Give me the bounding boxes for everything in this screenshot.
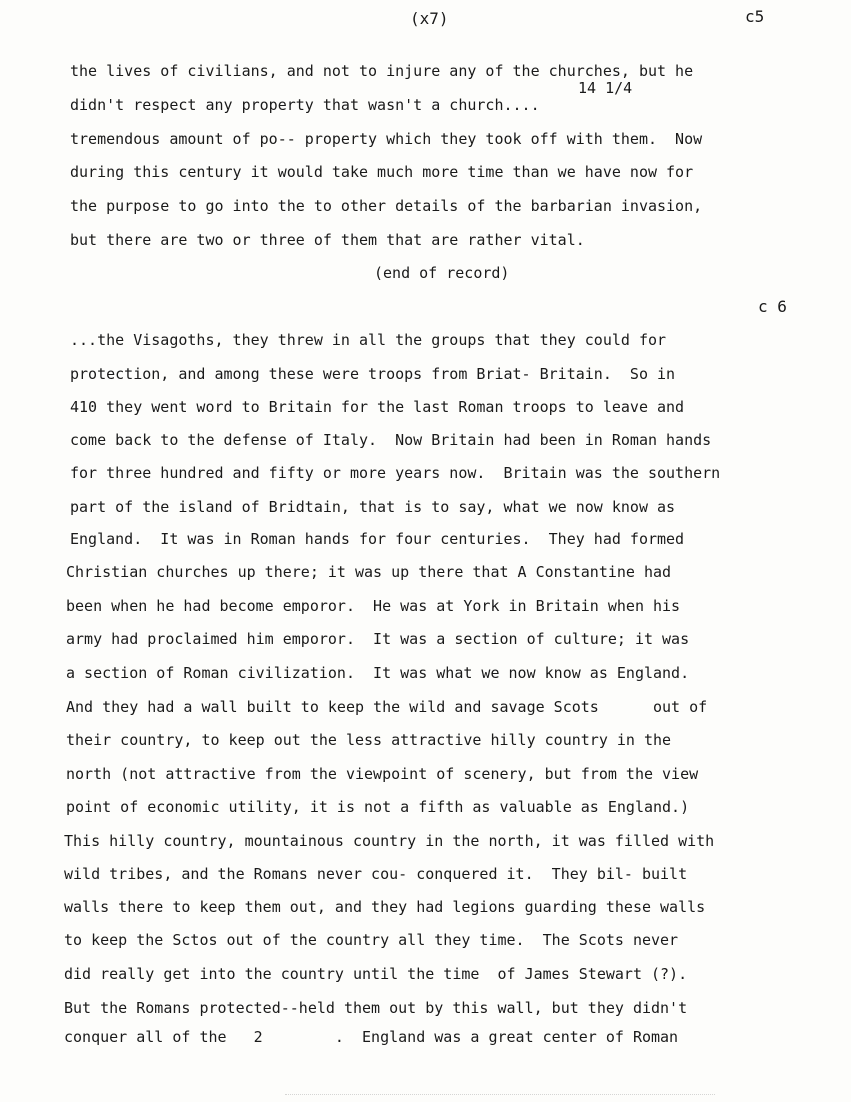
- text-line-3: tremendous amount of po-- property which they took off with them. Now: [70, 130, 703, 148]
- body-line: But the Romans protected--held them out by this wall, but they didn't: [64, 999, 688, 1017]
- body-line: walls there to keep them out, and they had legions guarding these walls: [64, 898, 706, 916]
- body-line: for three hundred and fifty or more years now. Britain was the southern: [70, 464, 721, 482]
- page-number: (x7): [410, 9, 449, 28]
- body-line: come back to the defense of Italy. Now Britain had been in Roman hands: [70, 431, 712, 449]
- bottom-scan-artifact: [285, 1094, 715, 1098]
- text-line-5: the purpose to go into the to other details of the barbarian invasion,: [70, 197, 703, 215]
- body-line: to keep the Sctos out of the country all they time. The Scots never: [64, 931, 679, 949]
- end-of-record-note: (end of record): [374, 264, 510, 282]
- body-line: their country, to keep out the less attractive hilly country in the: [66, 731, 672, 749]
- body-line: part of the island of Bridtain, that is to say, what we now know as: [70, 498, 676, 516]
- body-line: This hilly country, mountainous country in the north, it was filled with: [64, 832, 715, 850]
- body-line: ...the Visagoths, they threw in all the groups that they could for: [70, 331, 667, 349]
- body-line: army had proclaimed him emporor. It was a section of culture; it was: [66, 630, 690, 648]
- body-line: did really get into the country until the time of James Stewart (?).: [64, 965, 688, 983]
- body-line: been when he had become emporor. He was at York in Britain when his: [66, 597, 681, 615]
- body-line: conquer all of the 2 . England was a great center of Roman: [64, 1028, 679, 1046]
- handwritten-annotation: 14 1/4: [578, 79, 633, 97]
- body-line: England. It was in Roman hands for four centuries. They had formed: [70, 530, 685, 548]
- body-line: a section of Roman civilization. It was what we now know as England.: [66, 664, 690, 682]
- body-line: wild tribes, and the Romans never cou- conquered it. They bil- built: [64, 865, 688, 883]
- section-code-c5: c5: [745, 7, 765, 26]
- text-line-2: didn't respect any property that wasn't a church....: [70, 96, 540, 114]
- section-code-c6: c 6: [758, 297, 787, 316]
- body-line: point of economic utility, it is not a fifth as valuable as England.): [66, 798, 690, 816]
- body-line: north (not attractive from the viewpoint of scenery, but from the view: [66, 765, 699, 783]
- text-line-6: but there are two or three of them that are rather vital.: [70, 231, 585, 249]
- body-line: 410 they went word to Britain for the last Roman troops to leave and: [70, 398, 685, 416]
- text-line-4: during this century it would take much more time than we have now for: [70, 163, 694, 181]
- text-line-1: the lives of civilians, and not to injure any of the churches, but he: [70, 62, 694, 80]
- body-line: And they had a wall built to keep the wild and savage Scots out of: [66, 698, 708, 716]
- body-line: protection, and among these were troops from Briat- Britain. So in: [70, 365, 676, 383]
- body-line: Christian churches up there; it was up there that A Constantine had: [66, 563, 672, 581]
